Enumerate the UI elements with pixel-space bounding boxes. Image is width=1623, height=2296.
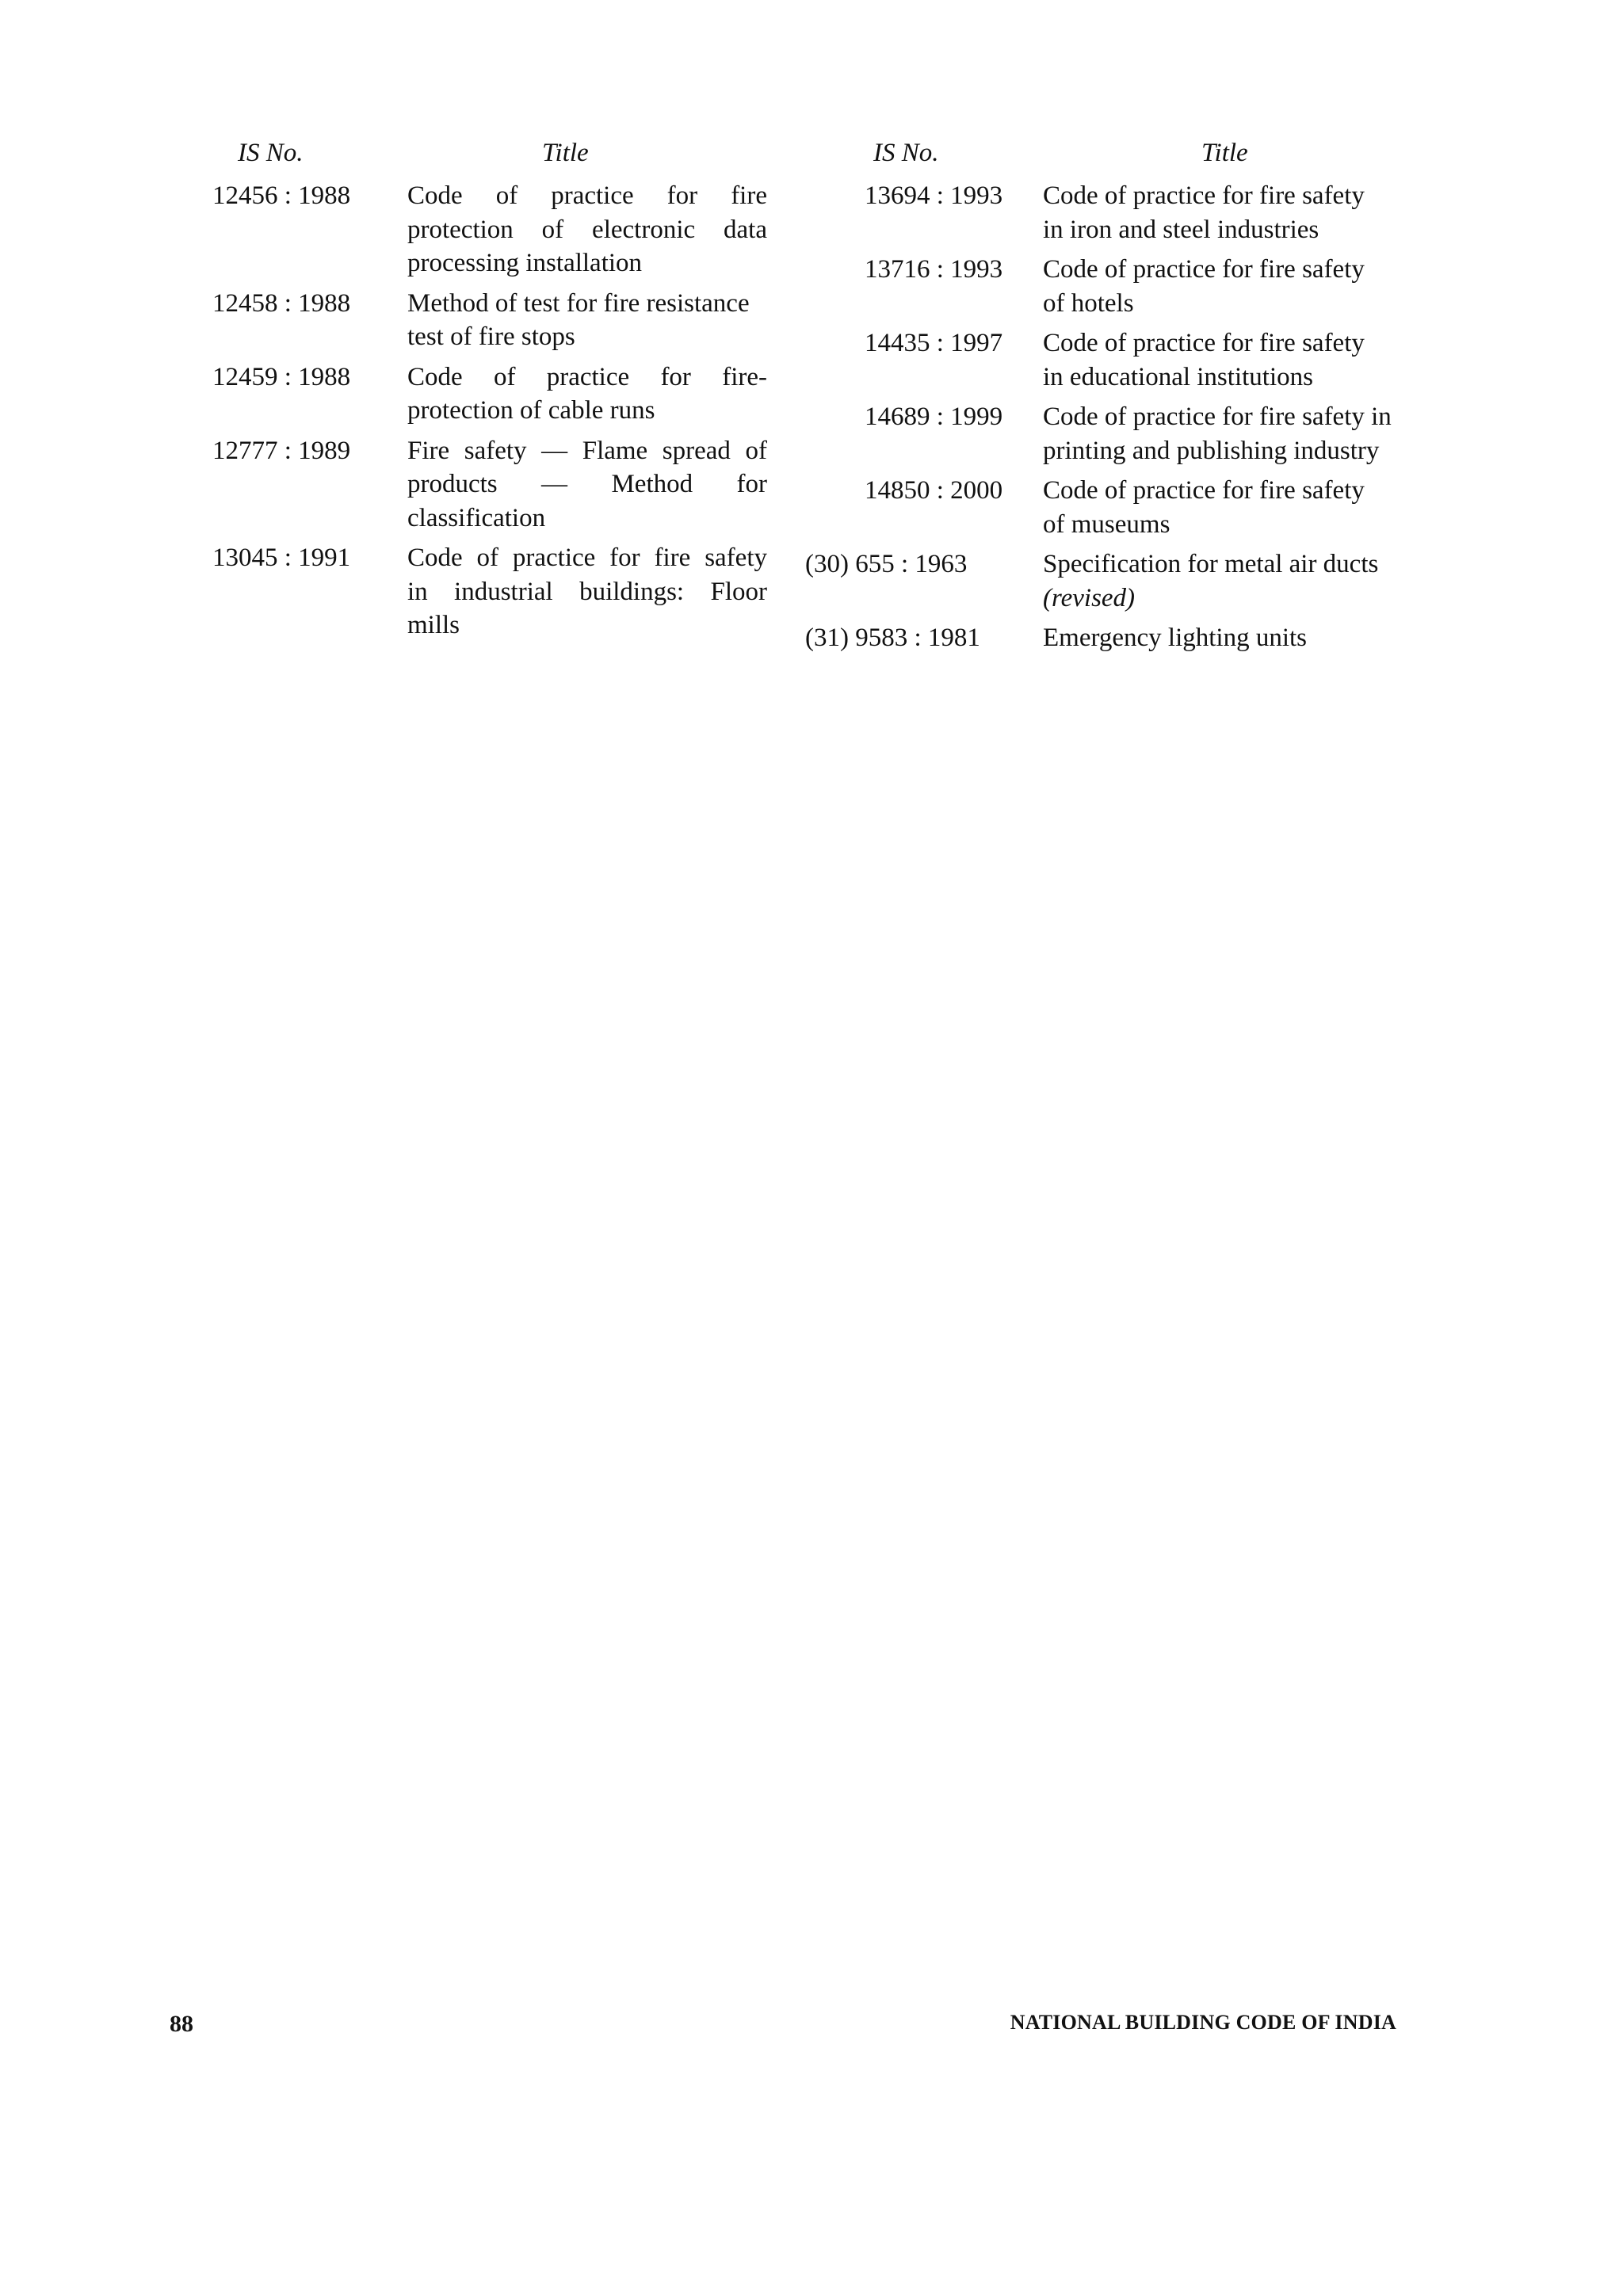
standard-title: [1043, 547, 1423, 615]
standard-entry: [805, 326, 1423, 394]
standard-title: [407, 434, 767, 536]
standard-title: [407, 360, 767, 428]
standard-entry: [212, 179, 767, 280]
title-line: in educational institutions: [1043, 362, 1313, 391]
title-header: Title: [542, 139, 589, 167]
title-line: protection of electronic data: [407, 215, 767, 244]
running-head: NATIONAL BUILDING CODE OF INDIA: [1010, 2011, 1396, 2034]
standard-title: [407, 179, 767, 280]
title-line: Emergency lighting units: [1043, 624, 1308, 652]
title-line: in iron and steel industries: [1043, 215, 1319, 244]
is-no-header: IS No.: [873, 139, 939, 167]
title-line: Code of practice for fire safety: [1043, 181, 1365, 210]
standard-entry: [805, 400, 1423, 467]
right-column-header: [805, 136, 1423, 170]
left-standards-column: [212, 136, 767, 649]
standard-entry: [212, 541, 767, 643]
title-line: protection of cable runs: [407, 396, 655, 425]
standard-entry: [805, 621, 1423, 655]
standard-entry: [805, 253, 1423, 320]
standard-title: [1043, 326, 1423, 394]
standard-title: [1043, 400, 1423, 467]
standard-entry: [212, 287, 767, 354]
title-line: of hotels: [1043, 288, 1134, 318]
standard-entry: [805, 547, 1423, 615]
page-number: 88: [170, 2011, 193, 2037]
title-line: processing installation: [407, 249, 643, 277]
title-line: classification: [407, 503, 546, 532]
is-number: 14435 : 1997: [865, 329, 1003, 357]
is-number: 13045 : 1991: [212, 543, 351, 572]
standard-entry: [805, 474, 1423, 541]
is-number: (30) 655 : 1963: [805, 550, 968, 578]
standard-entry: [212, 360, 767, 428]
page-footer: [170, 2011, 1396, 2038]
is-number: 12777 : 1989: [212, 436, 351, 465]
title-header: Title: [1201, 139, 1248, 167]
title-line: mills: [407, 611, 460, 639]
is-number: 13716 : 1993: [865, 255, 1003, 284]
title-line: Code of practice for fire: [407, 181, 767, 210]
title-line: Specification for metal air ducts: [1043, 550, 1379, 578]
standard-title: [1043, 474, 1423, 541]
title-line: Code of practice for fire safety: [1043, 329, 1365, 357]
title-line: test of fire stops: [407, 322, 575, 351]
title-line: Code of practice for fire safety in: [1043, 402, 1392, 431]
standard-title: [1043, 621, 1423, 655]
is-number: 12459 : 1988: [212, 362, 351, 391]
is-number: 12456 : 1988: [212, 181, 351, 210]
left-column-header: [212, 136, 767, 170]
is-number: 14850 : 2000: [865, 476, 1003, 505]
title-line: in industrial buildings: Floor: [407, 577, 767, 606]
standard-title: [1043, 253, 1423, 320]
title-line: printing and publishing industry: [1043, 436, 1380, 465]
title-line: products — Method for: [407, 470, 767, 498]
standard-title: [1043, 179, 1423, 246]
title-line: Code of practice for fire safety: [1043, 255, 1365, 284]
is-number: 12458 : 1988: [212, 288, 351, 318]
title-line: Code of practice for fire safety: [1043, 476, 1365, 505]
standard-title: [407, 541, 767, 643]
is-number: 13694 : 1993: [865, 181, 1003, 210]
title-line: of museums: [1043, 509, 1170, 539]
title-line: (revised): [1043, 583, 1136, 612]
is-number: 14689 : 1999: [865, 402, 1003, 431]
standard-entry: [805, 179, 1423, 246]
standard-title: [407, 287, 767, 354]
title-line: Fire safety — Flame spread of: [407, 436, 767, 465]
standard-entry: [212, 434, 767, 536]
title-line: Method of test for fire resistance: [407, 288, 750, 318]
right-standards-column: [805, 136, 1423, 662]
is-no-header: IS No.: [238, 139, 304, 167]
is-number: (31) 9583 : 1981: [805, 624, 980, 652]
title-line: Code of practice for fire-: [407, 362, 767, 391]
title-line: Code of practice for fire safety: [407, 543, 767, 572]
